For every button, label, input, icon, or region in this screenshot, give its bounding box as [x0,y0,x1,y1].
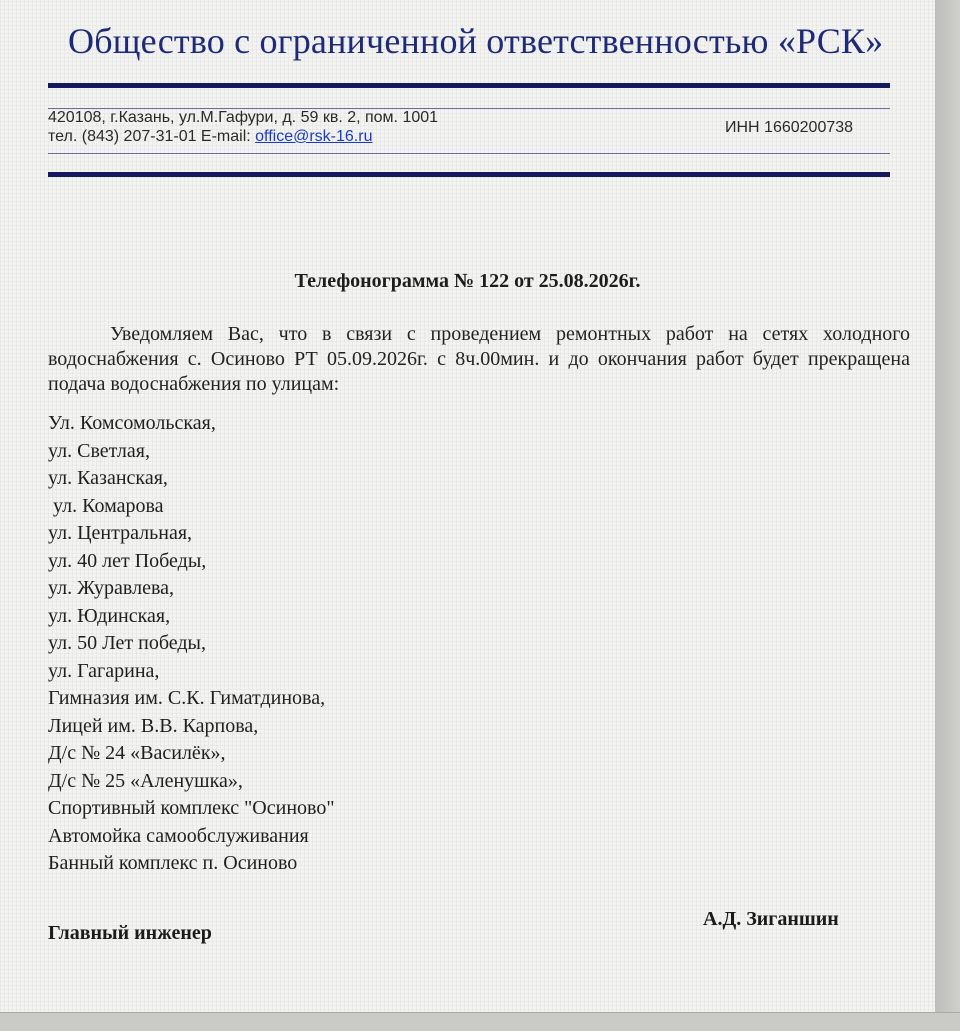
list-item: ул. Комарова [53,494,164,517]
company-name: Общество с ограниченной ответственностью «РСК» [68,21,884,61]
notice-body: Уведомляем Вас, что в связи с проведением ремонтных работ на сетях холодного водоснабжения с. Осиново РТ 05.09.2026г. с 8ч.00мин. и до окончания работ будет прекращена подача водоснабжения по улицам: [48,323,910,395]
screen-bottom-strip [0,1012,960,1031]
list-item: ул. Светлая, [48,439,150,462]
phone-text: тел. (843) 207-31-01 E-mail: [48,128,256,145]
list-item: Д/с № 25 «Аленушка», [48,769,243,792]
list-item: Банный комплекс п. Осиново [48,852,298,874]
list-item: Спортивный комплекс "Осиново" [48,797,335,819]
header-thin-rule-lower [48,153,890,154]
list-item: ул. Журавлева, [48,577,175,599]
contact-line [48,128,372,146]
signature-position: Главный инженер [48,922,212,944]
address-line: 420108, г.Казань, ул.М.Гафури, д. 59 кв. 2, пом. 1001 [48,109,439,126]
email-link[interactable]: office@rsk-16.ru [255,128,373,145]
header-rule-top [48,83,890,88]
document-title: Телефонограмма № 122 от 25.08.2026г. [294,270,641,292]
list-item: Д/с № 24 «Василёк», [48,742,226,764]
list-item: ул. Юдинская, [48,604,171,627]
signature-name: А.Д. Зиганшин [703,908,839,930]
list-item: ул. Казанская, [48,467,168,489]
page-edge [935,0,960,1030]
street-list [48,410,648,878]
list-item: Ул. Комсомольская, [48,412,216,434]
list-item: ул. 50 Лет победы, [48,632,206,654]
list-item: Лицей им. В.В. Карпова, [48,714,259,737]
list-item: Автомойка самообслуживания [48,824,309,847]
header-rule-bottom [48,172,890,177]
list-item: ул. Гагарина, [48,659,160,682]
inn-number: ИНН 1660200738 [725,119,854,136]
list-item: ул. 40 лет Победы, [48,549,207,572]
list-item: ул. Центральная, [48,522,193,544]
list-item: Гимназия им. С.К. Гиматдинова, [48,687,326,709]
